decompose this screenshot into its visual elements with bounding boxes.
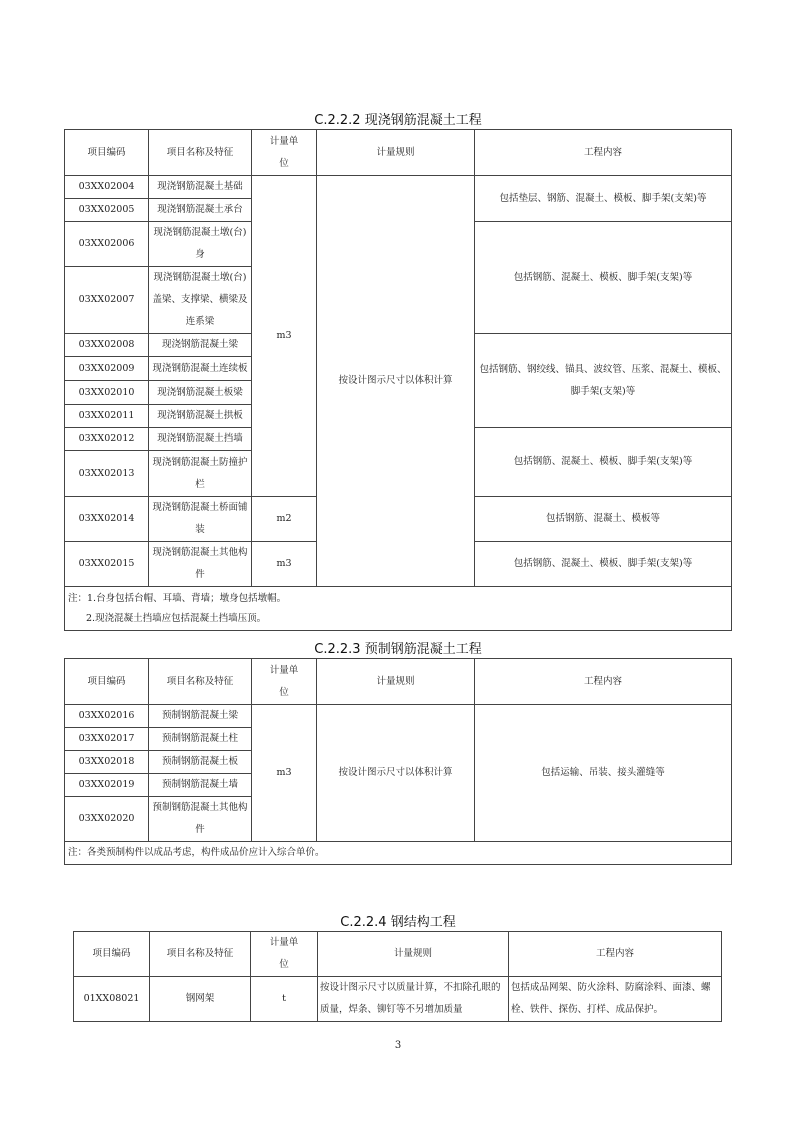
header-code: 项目编码 xyxy=(65,130,149,176)
rule-cell: 按设计图示尺寸以质量计算，不扣除孔眼的质量，焊条、铆钉等不另增加质量 xyxy=(318,977,509,1022)
unit-cell: m2 xyxy=(252,497,317,542)
header-content: 工程内容 xyxy=(509,932,722,977)
content-cell: 包括钢筋、混凝土、模板等 xyxy=(475,497,732,542)
row-code: 03XX02006 xyxy=(65,222,149,267)
unit-cell: t xyxy=(251,977,318,1022)
row-code: 03XX02019 xyxy=(65,774,149,797)
row-name: 现浇钢筋混凝土承台 xyxy=(149,199,252,222)
row-name: 钢网架 xyxy=(150,977,251,1022)
row-name: 现浇钢筋混凝土连续板 xyxy=(149,357,252,381)
note-line-2: 2.现浇混凝土挡墙应包括混凝土挡墙压顶。 xyxy=(86,612,267,624)
row-name: 预制钢筋混凝土柱 xyxy=(149,728,252,751)
row-name: 预制钢筋混凝土墙 xyxy=(149,774,252,797)
row-code: 01XX08021 xyxy=(74,977,150,1022)
rule-cell: 按设计图示尺寸以体积计算 xyxy=(317,176,475,587)
row-name: 现浇钢筋混凝土挡墙 xyxy=(149,428,252,451)
row-code: 03XX02004 xyxy=(65,176,149,199)
section-title-c224: C.2.2.4 钢结构工程 xyxy=(340,915,456,930)
row-code: 03XX02010 xyxy=(65,381,149,405)
row-code: 03XX02017 xyxy=(65,728,149,751)
content-cell: 包括成品网架、防火涂料、防腐涂料、面漆、螺栓、铁件、探伤、打样、成品保护。 xyxy=(509,977,722,1022)
row-code: 03XX02009 xyxy=(65,357,149,381)
content-cell: 包括垫层、钢筋、混凝土、模板、脚手架(支架)等 xyxy=(475,176,732,222)
row-name: 现浇钢筋混凝土桥面铺装 xyxy=(149,497,252,542)
header-rule: 计量规则 xyxy=(317,130,475,176)
row-name: 现浇钢筋混凝土板梁 xyxy=(149,381,252,405)
header-name: 项目名称及特征 xyxy=(150,932,251,977)
row-code: 03XX02016 xyxy=(65,705,149,728)
row-code: 03XX02005 xyxy=(65,199,149,222)
header-name: 项目名称及特征 xyxy=(149,659,252,705)
header-unit: 计量单位 xyxy=(251,932,318,977)
row-name: 现浇钢筋混凝土基础 xyxy=(149,176,252,199)
cast-in-place-concrete-table xyxy=(64,129,732,631)
row-code: 03XX02007 xyxy=(65,267,149,334)
content-cell: 包括钢筋、混凝土、模板、脚手架(支架)等 xyxy=(475,222,732,334)
header-code: 项目编码 xyxy=(74,932,150,977)
row-name: 现浇钢筋混凝土墩(台)盖梁、支撑梁、横梁及连系梁 xyxy=(149,267,252,334)
note-line-1: 注：1.台身包括台帽、耳墙、背墙；墩身包括墩帽。 xyxy=(68,592,287,604)
row-code: 03XX02008 xyxy=(65,334,149,357)
row-code: 03XX02011 xyxy=(65,405,149,428)
precast-concrete-table xyxy=(64,658,732,865)
table-note: 注：各类预制构件以成品考虑，构件成品价应计入综合单价。 xyxy=(65,842,732,865)
row-name: 现浇钢筋混凝土墩(台)身 xyxy=(149,222,252,267)
header-rule: 计量规则 xyxy=(318,932,509,977)
content-cell: 包括运输、吊装、接头灌缝等 xyxy=(475,705,732,842)
unit-cell: m3 xyxy=(252,176,317,497)
header-name: 项目名称及特征 xyxy=(149,130,252,176)
section-title-c223: C.2.2.3 预制钢筋混凝土工程 xyxy=(314,642,482,657)
steel-structure-table xyxy=(73,931,722,1022)
content-cell: 包括钢筋、混凝土、模板、脚手架(支架)等 xyxy=(475,428,732,497)
row-code: 03XX02014 xyxy=(65,497,149,542)
header-rule: 计量规则 xyxy=(317,659,475,705)
row-name: 现浇钢筋混凝土防撞护栏 xyxy=(149,451,252,497)
row-name: 现浇钢筋混凝土梁 xyxy=(149,334,252,357)
header-content: 工程内容 xyxy=(475,130,732,176)
row-code: 03XX02018 xyxy=(65,751,149,774)
page-number: 3 xyxy=(394,1040,402,1051)
content-cell: 包括钢筋、混凝土、模板、脚手架(支架)等 xyxy=(475,542,732,587)
row-code: 03XX02015 xyxy=(65,542,149,587)
content-cell: 包括钢筋、钢绞线、锚具、波纹管、压浆、混凝土、模板、脚手架(支架)等 xyxy=(475,334,732,428)
row-name: 预制钢筋混凝土其他构件 xyxy=(149,797,252,842)
header-unit: 计量单位 xyxy=(252,659,317,705)
row-name: 预制钢筋混凝土梁 xyxy=(149,705,252,728)
unit-cell: m3 xyxy=(252,705,317,842)
table-note xyxy=(65,587,732,631)
row-name: 现浇钢筋混凝土拱板 xyxy=(149,405,252,428)
header-content: 工程内容 xyxy=(475,659,732,705)
row-code: 03XX02013 xyxy=(65,451,149,497)
header-unit: 计量单位 xyxy=(252,130,317,176)
row-name: 现浇钢筋混凝土其他构件 xyxy=(149,542,252,587)
rule-cell: 按设计图示尺寸以体积计算 xyxy=(317,705,475,842)
row-code: 03XX02012 xyxy=(65,428,149,451)
unit-cell: m3 xyxy=(252,542,317,587)
row-name: 预制钢筋混凝土板 xyxy=(149,751,252,774)
header-code: 项目编码 xyxy=(65,659,149,705)
section-title-c222: C.2.2.2 现浇钢筋混凝土工程 xyxy=(314,113,482,128)
row-code: 03XX02020 xyxy=(65,797,149,842)
